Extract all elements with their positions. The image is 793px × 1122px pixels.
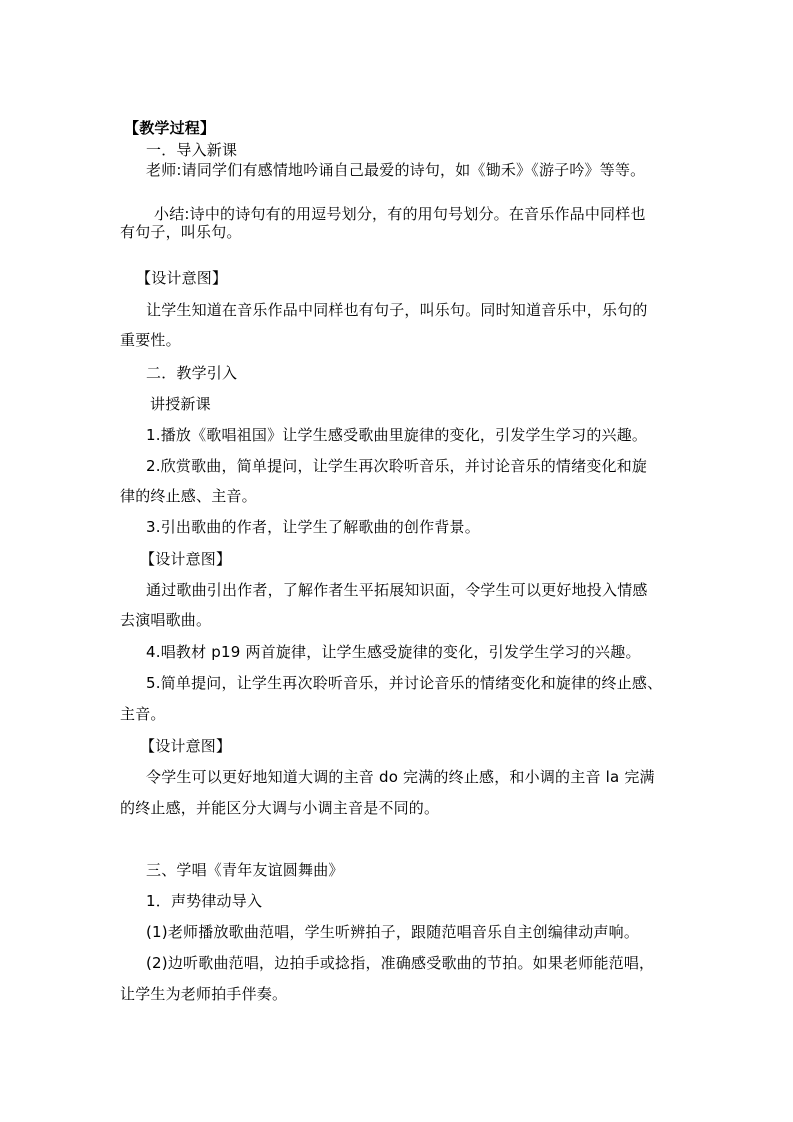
list-item-1: 1.播放《歌唱祖国》让学生感受歌曲里旋律的变化，引发学生学习的兴趣。 (146, 426, 648, 444)
design-intent-3-line-2: 的终止感，并能区分大调与小调主音是不同的。 (120, 799, 440, 817)
design-intent-1-line-2: 重要性。 (120, 331, 181, 349)
teacher-line: 老师:请同学们有感情地吟诵自己最爱的诗句，如《锄禾》《游子吟》等等。 (146, 161, 646, 179)
list-item-2-line-1: 2.欣赏歌曲，简单提问，让学生再次聆听音乐，并讨论音乐的情绪变化和旋 (146, 457, 648, 475)
list-item-2-line-2: 律的终止感、主音。 (120, 487, 257, 505)
section-2-title: 二．教学引入 (146, 364, 238, 382)
summary-line-1: 小结:诗中的诗句有的用逗号划分，有的用句号划分。在音乐作品中同样也 (154, 205, 646, 223)
section-3-item-1: 1．声势律动导入 (146, 892, 263, 910)
section-2-subtitle: 讲授新课 (150, 395, 211, 413)
section-3-subitem-2-line-2: 让学生为老师拍手伴奏。 (120, 985, 288, 1003)
list-item-5-line-2: 主音。 (120, 705, 166, 723)
design-intent-label-2: 【设计意图】 (140, 550, 232, 568)
design-intent-label-3: 【设计意图】 (140, 737, 232, 755)
design-intent-3-line-1: 令学生可以更好地知道大调的主音 do 完满的终止感，和小调的主音 la 完满 (146, 768, 655, 786)
section-3-subitem-2-line-1: (2)边听歌曲范唱，边拍手或捻指，准确感受歌曲的节拍。如果老师能范唱， (146, 954, 655, 972)
section-3-title: 三、学唱《青年友谊圆舞曲》 (146, 861, 344, 879)
design-intent-label-1: 【设计意图】 (136, 269, 228, 287)
design-intent-2-line-1: 通过歌曲引出作者，了解作者生平拓展知识面，令学生可以更好地投入情感 (146, 581, 648, 599)
summary-line-2: 有句子，叫乐句。 (120, 223, 242, 241)
section-3-subitem-1: (1)老师播放歌曲范唱，学生听辨拍子，跟随范唱音乐自主创编律动声响。 (146, 923, 640, 941)
list-item-5-line-1: 5.简单提问，让学生再次聆听音乐，并讨论音乐的情绪变化和旋律的终止感、 (146, 674, 663, 692)
list-item-4: 4.唱教材 p19 两首旋律，让学生感受旋律的变化，引发学生学习的兴趣。 (146, 643, 641, 661)
design-intent-1-line-1: 让学生知道在音乐作品中同样也有句子，叫乐句。同时知道音乐中，乐句的 (146, 301, 648, 319)
design-intent-2-line-2: 去演唱歌曲。 (120, 611, 212, 629)
section-1-title: 一．导入新课 (146, 141, 238, 159)
list-item-3: 3.引出歌曲的作者，让学生了解歌曲的创作背景。 (146, 518, 480, 536)
section-heading: 【教学过程】 (124, 119, 216, 137)
